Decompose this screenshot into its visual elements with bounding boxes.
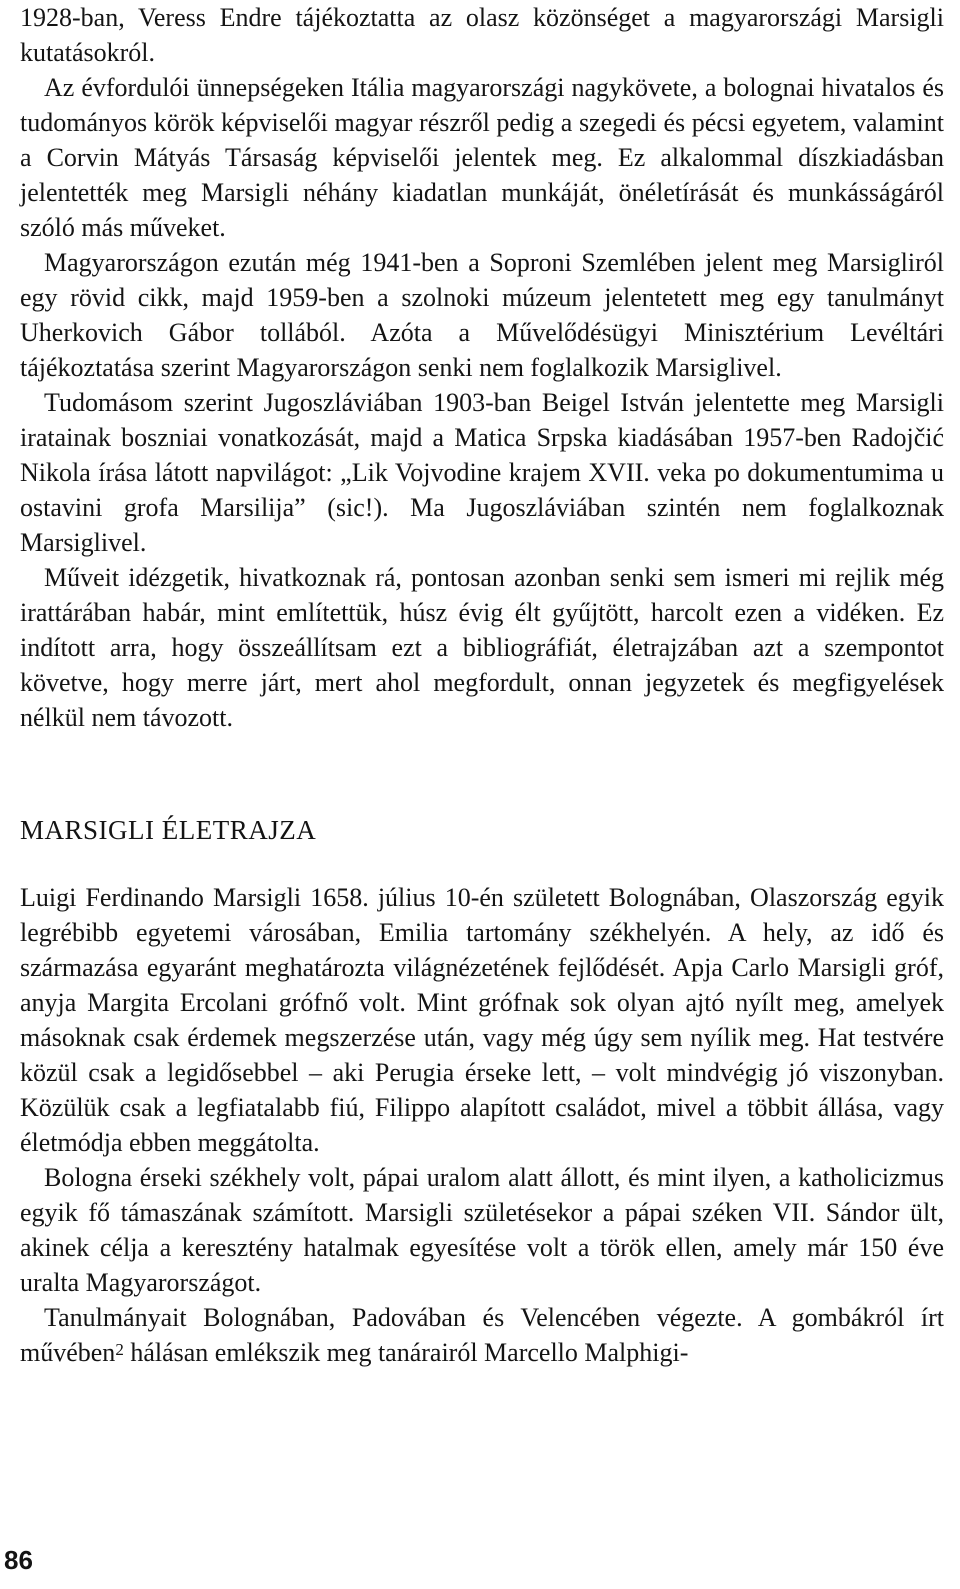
- section-paragraph-1: Luigi Ferdinando Marsigli 1658. július 10-én született Bolognában, Olaszország egyik legrébibb egyetemi városában, Emilia tartomány székhelyén. A hely, az idő és származása egyaránt meghatározta világnézetének fejlődését. Apja Carlo Marsigli gróf, anyja Margita Ercolani grófnő volt. Mint grófnak sok olyan ajtó nyílt meg, amelyek másoknak csak érdemek megszerzése után, vagy még úgy sem nyílik meg. Hat testvére közül csak a legidősebbel – aki Perugia érseke lett, – volt mindvégig jó viszonyban. Közülük csak a legfiatalabb fiú, Filippo alapított családot, mivel a többit állása, vagy életmódja ebben meggátolta.: [20, 883, 944, 1157]
- paragraph-5: Műveit idézgetik, hivatkoznak rá, pontosan azonban senki sem ismeri mi rejlik még irattárában habár, mint említettük, húsz évig élt gyűjtött, harcolt ezen a vidéken. Ez indított arra, hogy összeállítsam ezt a bibliográfiát, életrajzában azt a szempontot követve, hogy merre járt, mert ahol megfordult, onnan jegyzetek és megfigyelések nélkül nem távozott.: [20, 563, 944, 732]
- document-page: [20, 0, 944, 1370]
- paragraph-2: Az évfordulói ünnepségeken Itália magyarországi nagykövete, a bolognai hivatalos és tudományos körök képviselői magyar részről pedig a szegedi és pécsi egyetem, valamint a Corvin Mátyás Társaság képviselői jelentek meg. Ez alkalommal díszkiadásban jelentették meg Marsigli néhány kiadatlan munkáját, önéletírását és munkásságáról szóló más műveket.: [20, 73, 944, 242]
- section-paragraph-3: [20, 1300, 944, 1370]
- section-paragraph-2: Bologna érseki székhely volt, pápai uralom alatt állott, és mint ilyen, a katholicizmus egyik fő támaszának számított. Marsigli születésekor a pápai széken VII. Sándor ült, akinek célja a keresztény hatalmak egyesítése volt a török ellen, amely már 150 éve uralta Magyarországot.: [20, 1163, 944, 1297]
- paragraph-text-continued: hálásan emlékszik meg tanárairól Marcello Malphigi-: [123, 1338, 689, 1367]
- paragraph-1: 1928-ban, Veress Endre tájékoztatta az olasz közönséget a magyarországi Marsigli kutatásokról.: [20, 3, 944, 67]
- paragraph-3: Magyarországon ezután még 1941-ben a Soproni Szemlében jelent meg Marsigliról egy rövid cikk, majd 1959-ben a szolnoki múzeum jelentetett meg egy tanulmányt Uherkovich Gábor tollából. Azóta a Művelődésügyi Minisztérium Levéltári tájékoztatása szerint Magyarországon senki nem foglalkozik Marsiglivel.: [20, 248, 944, 382]
- section-heading: MARSIGLI ÉLETRAJZA: [20, 815, 317, 845]
- paragraph-text: Tanulmányait Bolognában, Padovában és Velencében végezte. A gombákról írt művében: [20, 1303, 944, 1367]
- paragraph-4: Tudomásom szerint Jugoszláviában 1903-ban Beigel István jelentette meg Marsigli iratainak boszniai vonatkozását, majd a Matica Srpska kiadásában 1957-ben Radojčić Nikola írása látott napvilágot: „Lik Vojvodine krajem XVII. veka po dokumentumima u ostavini grofa Marsilija” (sic!). Ma Jugoszláviában szintén nem foglalkoznak Marsiglivel.: [20, 388, 944, 557]
- footnote-marker: 2: [115, 1340, 124, 1359]
- page-number: 86: [4, 1545, 33, 1575]
